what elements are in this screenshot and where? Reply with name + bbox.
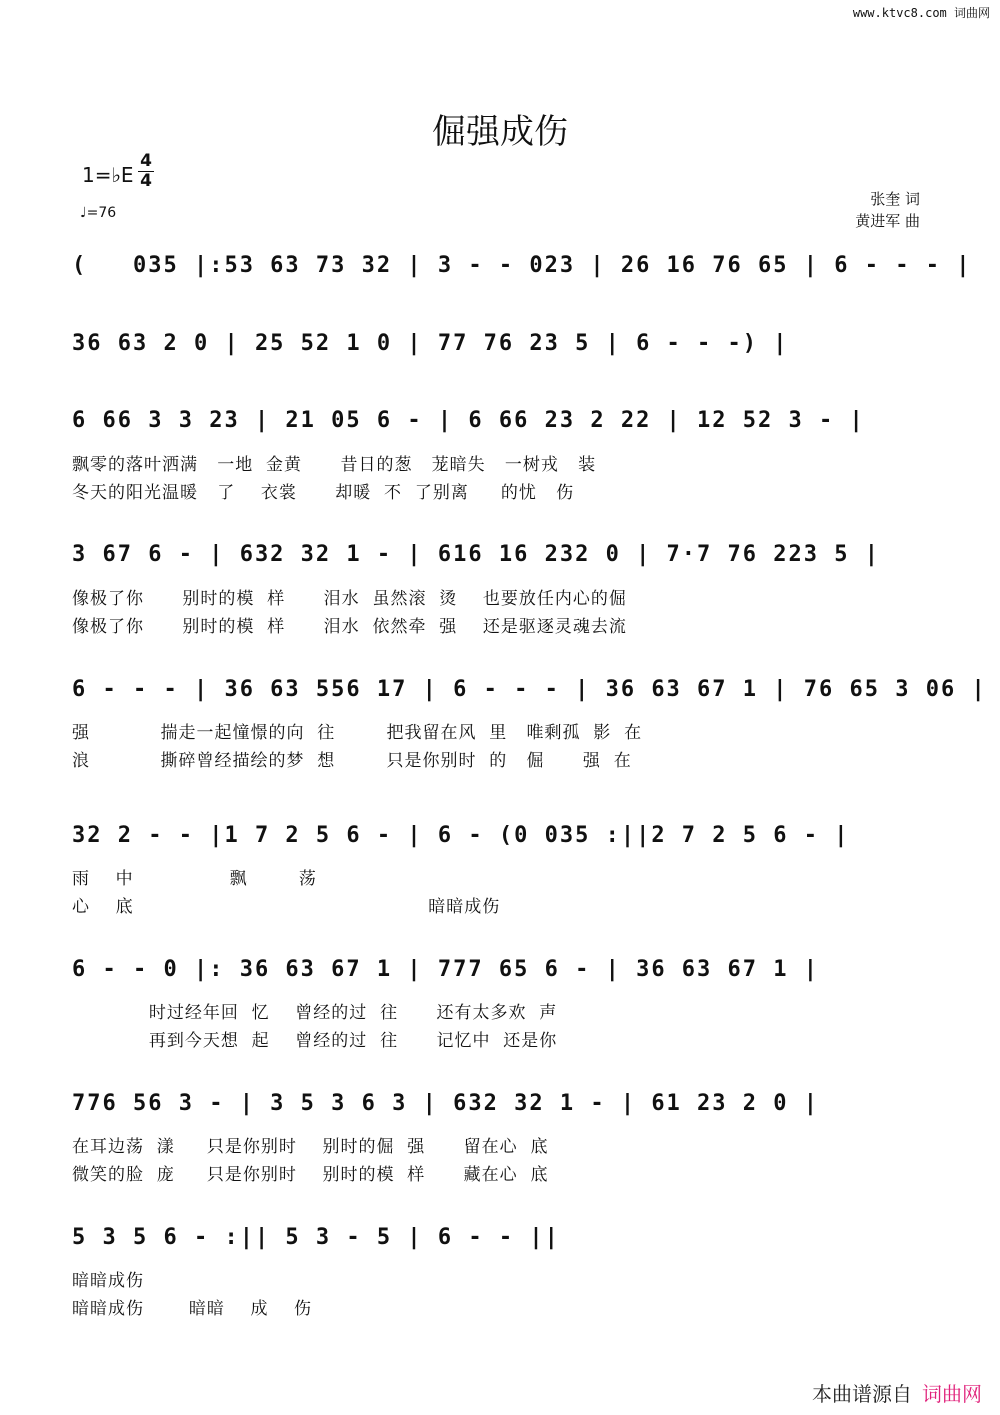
system-9-lyrics-2: 暗暗成伤 暗暗 成 伤 xyxy=(72,1299,313,1319)
system-7-notes: 6 - - 0 |: 36 63 67 1 | 777 65 6 - | 36 63 67 1 | xyxy=(72,957,820,982)
footer-brand-logo[interactable]: 词曲网 xyxy=(922,1382,982,1406)
system-3-notes: 6 66 3 3 23 | 21 05 6 - | 6 66 23 2 22 | 12 52 3 - | xyxy=(72,408,865,433)
system-7-lyrics-2: 再到今天想 起 曾经的过 往 记忆中 还是你 xyxy=(72,1031,558,1051)
composer-credit: 黄进军 曲 xyxy=(855,212,920,230)
time-sig-bottom: 4 xyxy=(138,171,154,191)
system-5-lyrics-1: 强 揣走一起憧憬的向 往 把我留在风 里 唯剩孤 影 在 xyxy=(72,723,643,743)
system-3-lyrics-1: 飘零的落叶洒满 一地 金黄 昔日的葱 茏暗失 一树戎 装 xyxy=(72,455,597,475)
system-6-lyrics-1: 雨 中 飘 荡 xyxy=(72,869,317,889)
system-5-lyrics-2: 浪 撕碎曾经描绘的梦 想 只是你别时 的 倔 强 在 xyxy=(72,751,632,771)
system-8-lyrics-2: 微笑的脸 庞 只是你别时 别时的模 样 藏在心 底 xyxy=(72,1165,549,1185)
system-8-notes: 776 56 3 - | 3 5 3 6 3 | 632 32 1 - | 61 23 2 0 | xyxy=(72,1091,820,1116)
system-4-lyrics-1: 像极了你 别时的模 样 泪水 虽然滚 烫 也要放任内心的倔 xyxy=(72,589,627,609)
footer-source-text: 本曲谱源自 xyxy=(812,1382,912,1406)
system-4-lyrics-2: 像极了你 别时的模 样 泪水 依然牵 强 还是驱逐灵魂去流 xyxy=(72,617,627,637)
system-9-notes: 5 3 5 6 - :|| 5 3 - 5 | 6 - - || xyxy=(72,1225,560,1250)
footer-source xyxy=(812,1378,982,1407)
system-9-lyrics-1: 暗暗成伤 xyxy=(72,1271,144,1291)
system-3-lyrics-2: 冬天的阳光温暖 了 衣裳 却暖 不 了别离 的忧 伤 xyxy=(72,483,575,503)
system-8-lyrics-1: 在耳边荡 漾 只是你别时 别时的倔 强 留在心 底 xyxy=(72,1137,549,1157)
system-5-notes: 6 - - - | 36 63 556 17 | 6 - - - | 36 63 67 1 | 76 65 3 06 | xyxy=(72,677,987,702)
lyricist-credit: 张奎 词 xyxy=(870,190,920,208)
time-signature xyxy=(138,152,154,191)
system-1-notes: ( 035 |:53 63 73 32 | 3 - - 023 | 26 16 76 65 | 6 - - - | xyxy=(72,253,972,278)
system-4-notes: 3 67 6 - | 632 32 1 - | 616 16 232 0 | 7·7 76 223 5 | xyxy=(72,542,880,567)
watermark: www.ktvc8.com 词曲网 xyxy=(852,6,990,20)
system-6-notes: 32 2 - - |1 7 2 5 6 - | 6 - (0 035 :||2 7 2 5 6 - | xyxy=(72,823,850,848)
system-6-lyrics-2: 心 底 暗暗成伤 xyxy=(72,897,501,917)
system-7-lyrics-1: 时过经年回 忆 曾经的过 往 还有太多欢 声 xyxy=(72,1003,558,1023)
tempo-marking: ♩=76 xyxy=(80,205,117,221)
system-2-notes: 36 63 2 0 | 25 52 1 0 | 77 76 23 5 | 6 - - -) | xyxy=(72,331,789,356)
song-title: 倔强成伤 xyxy=(432,112,568,152)
key-signature: 1=♭E xyxy=(82,163,134,187)
time-sig-top: 4 xyxy=(140,151,152,171)
